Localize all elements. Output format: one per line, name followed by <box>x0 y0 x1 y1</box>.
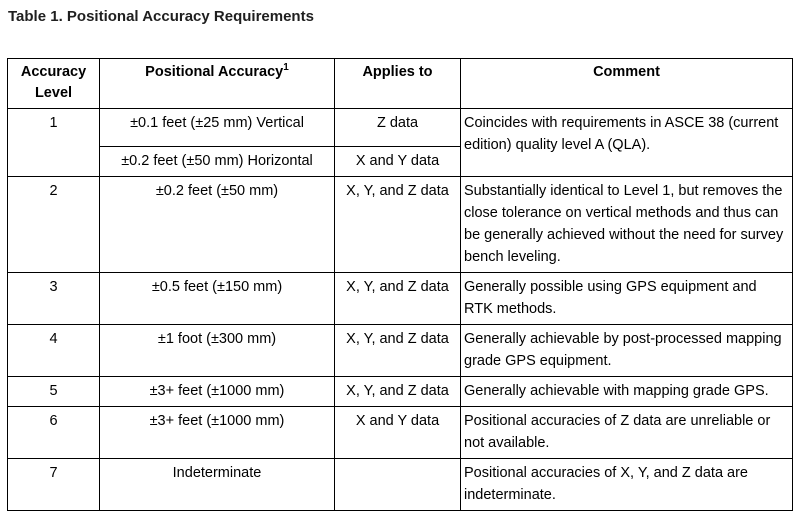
cell-accuracy: Indeterminate <box>100 459 335 511</box>
header-applies: Applies to <box>335 59 461 109</box>
cell-level: 4 <box>8 325 100 377</box>
cell-level: 5 <box>8 377 100 407</box>
table-row <box>8 325 793 377</box>
cell-accuracy: ±3+ feet (±1000 mm) <box>100 407 335 459</box>
header-comment: Comment <box>461 59 793 109</box>
cell-comment: Positional accuracies of X, Y, and Z data are indeterminate. <box>461 459 793 511</box>
cell-comment: Generally achievable by post-processed mapping grade GPS equipment. <box>461 325 793 377</box>
cell-accuracy: ±0.2 feet (±50 mm) Horizontal <box>100 147 335 177</box>
cell-applies <box>335 459 461 511</box>
cell-applies: X, Y, and Z data <box>335 377 461 407</box>
cell-accuracy: ±0.5 feet (±150 mm) <box>100 273 335 325</box>
cell-comment: Coincides with requirements in ASCE 38 (current edition) quality level A (QLA). <box>461 109 793 177</box>
cell-accuracy: ±1 foot (±300 mm) <box>100 325 335 377</box>
cell-level: 6 <box>8 407 100 459</box>
table-row <box>8 407 793 459</box>
table-row <box>8 109 793 147</box>
header-level: Accuracy Level <box>8 59 100 109</box>
table-row <box>8 459 793 511</box>
cell-comment: Generally possible using GPS equipment and RTK methods. <box>461 273 793 325</box>
cell-comment: Substantially identical to Level 1, but removes the close tolerance on vertical methods and thus can be generally achieved without the need for survey bench leveling. <box>461 177 793 273</box>
header-accuracy <box>100 59 335 109</box>
table-row <box>8 273 793 325</box>
cell-accuracy: ±0.1 feet (±25 mm) Vertical <box>100 109 335 147</box>
table-header-row <box>8 59 793 109</box>
accuracy-table <box>7 58 793 511</box>
cell-comment: Positional accuracies of Z data are unreliable or not available. <box>461 407 793 459</box>
table-row <box>8 177 793 273</box>
cell-comment: Generally achievable with mapping grade GPS. <box>461 377 793 407</box>
cell-applies: Z data <box>335 109 461 147</box>
cell-applies: X and Y data <box>335 147 461 177</box>
cell-accuracy: ±0.2 feet (±50 mm) <box>100 177 335 273</box>
cell-applies: X, Y, and Z data <box>335 325 461 377</box>
cell-applies: X, Y, and Z data <box>335 177 461 273</box>
cell-accuracy: ±3+ feet (±1000 mm) <box>100 377 335 407</box>
cell-level: 3 <box>8 273 100 325</box>
cell-applies: X, Y, and Z data <box>335 273 461 325</box>
cell-applies: X and Y data <box>335 407 461 459</box>
table-row <box>8 377 793 407</box>
cell-level: 2 <box>8 177 100 273</box>
cell-level: 1 <box>8 109 100 177</box>
cell-level: 7 <box>8 459 100 511</box>
header-accuracy-text: Positional Accuracy <box>145 64 284 80</box>
table-caption: Table 1. Positional Accuracy Requirements <box>8 8 314 25</box>
footnote-marker: 1 <box>283 62 289 73</box>
